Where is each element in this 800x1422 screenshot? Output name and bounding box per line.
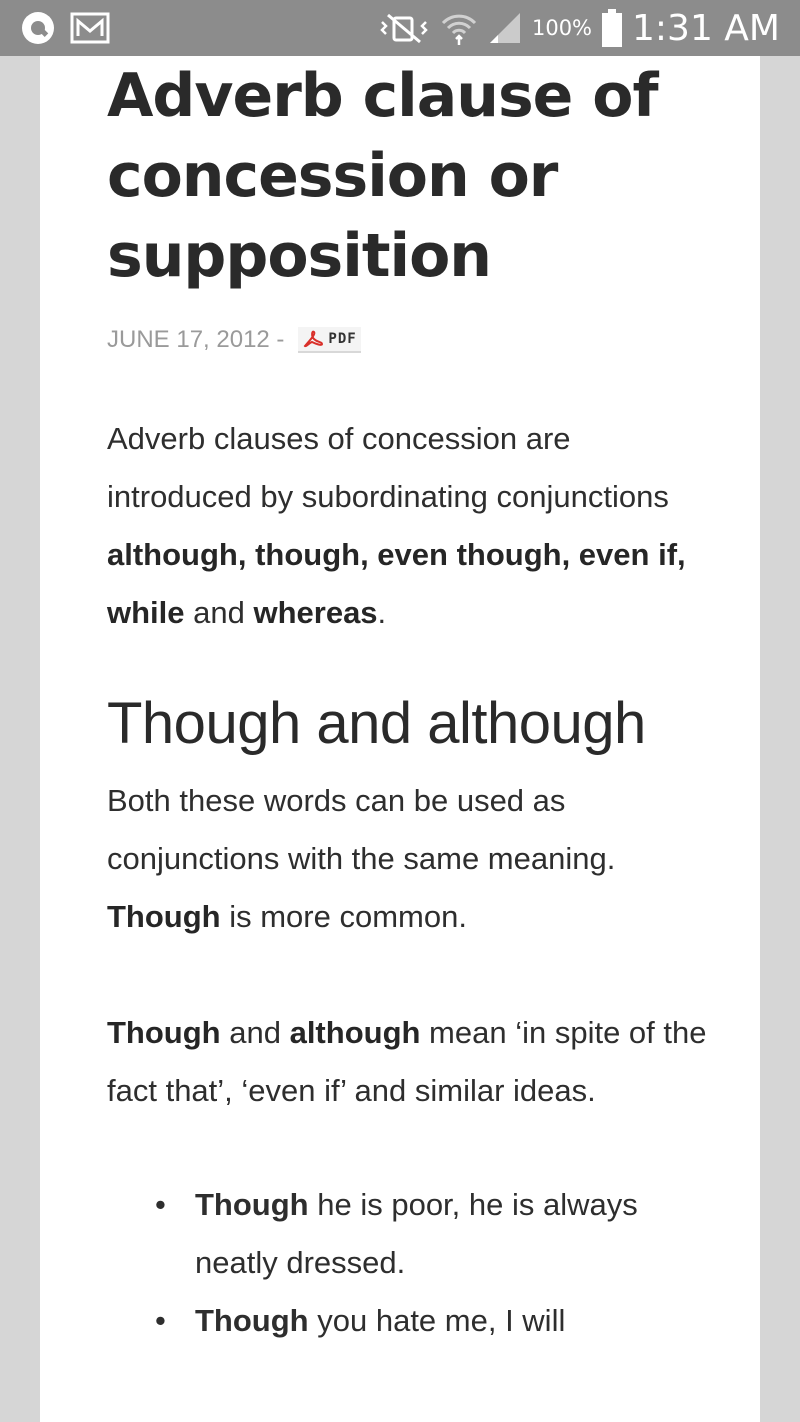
paragraph-meaning: [107, 1004, 707, 1120]
clock: 1:31 AM: [632, 7, 780, 49]
examples-list: [107, 1176, 707, 1350]
text-run: Adverb clauses of concession are introduced by subordinating conjunctions: [107, 421, 669, 514]
bold-term: whereas: [253, 595, 378, 630]
bullet-icon: •: [155, 1187, 166, 1222]
list-item: [155, 1292, 707, 1350]
bold-term: Though: [107, 899, 221, 934]
post-date: JUNE 17, 2012 -: [107, 326, 285, 353]
article-title: Adverb clause of concession or supposition: [107, 61, 658, 291]
article-content: [107, 56, 707, 1350]
bold-term: although, though, even though, even if, while: [107, 537, 686, 630]
list-item-text: [195, 1187, 638, 1280]
intro-paragraph: [107, 410, 707, 642]
battery-percent: 100%: [531, 16, 593, 40]
bold-term: although: [289, 1015, 421, 1050]
signal-icon: [488, 11, 522, 45]
article-meta: [107, 322, 707, 358]
pdf-button[interactable]: [298, 327, 360, 353]
list-item-text: [195, 1303, 565, 1338]
status-bar: [0, 0, 800, 56]
paragraph-usage: [107, 772, 707, 946]
text-run: mean ‘in spite of the fact that’, ‘even if’ and similar ideas.: [107, 1015, 707, 1108]
list-item: [155, 1176, 707, 1292]
bullet-icon: •: [155, 1303, 166, 1338]
text-run: and: [220, 1015, 290, 1050]
bold-term: Though: [107, 1015, 221, 1050]
text-run: .: [377, 595, 387, 630]
notification-icons: [20, 10, 110, 46]
battery-icon: [602, 9, 622, 47]
mute-vibrate-icon: [378, 12, 430, 44]
wifi-icon: [440, 9, 478, 47]
gmail-icon: [70, 12, 110, 44]
text-run: he is poor, he is always neatly dressed.: [195, 1187, 638, 1280]
acrobat-pdf-icon: [302, 330, 324, 348]
text-run: and: [184, 595, 254, 630]
bold-term: Though: [195, 1187, 309, 1222]
bold-term: Though: [195, 1303, 309, 1338]
pdf-label: PDF: [328, 331, 357, 347]
text-run: is more common.: [220, 899, 467, 934]
system-icons: [378, 6, 780, 50]
text-run: Both these words can be used as conjunctions with the same meaning.: [107, 783, 616, 876]
section-heading: Though and although: [107, 691, 646, 756]
text-run: you hate me, I will: [308, 1303, 566, 1338]
article-page: [40, 56, 760, 1422]
q-app-icon: [20, 10, 56, 46]
